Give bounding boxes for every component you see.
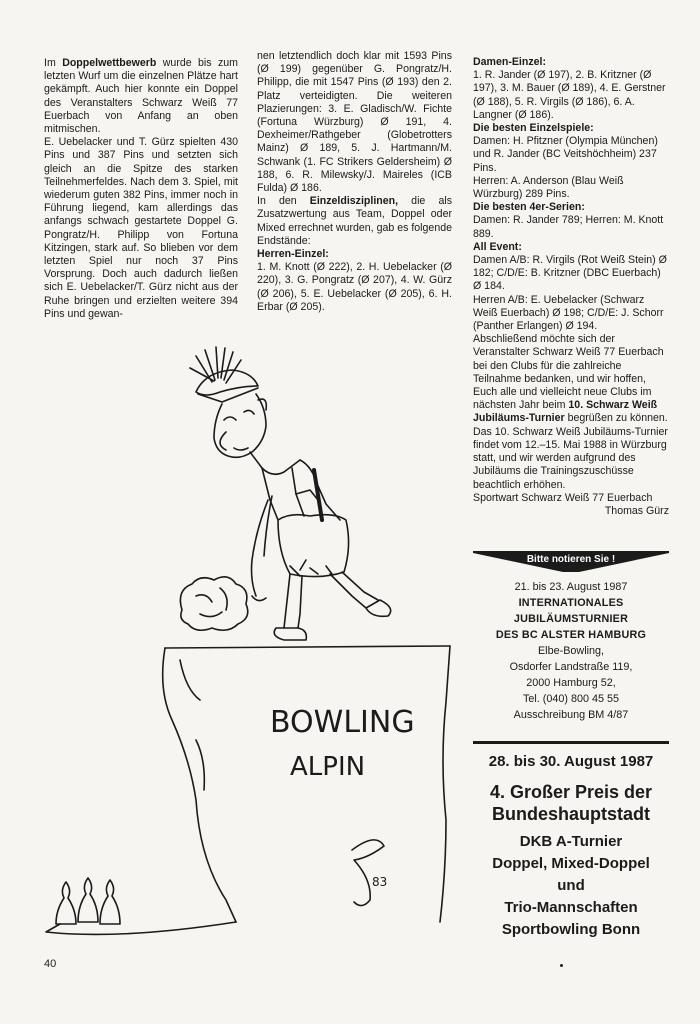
text-einzelspiele-damen: Damen: H. Pfitzner (Olympia München) und R. Jander (BC Veitshöchheim) 237 Pins. bbox=[473, 135, 658, 174]
bowling-pins-icon bbox=[46, 878, 236, 934]
article-column-3 bbox=[473, 56, 669, 518]
notice-banner bbox=[473, 551, 669, 573]
signature-name: Thomas Gürz bbox=[604, 504, 669, 517]
paragraph-closing: Abschließend möchte sich der Veranstalter Schwarz Weiß 77 Euerbach bei den Clubs für die zahlreiche Teilnahme bedanken, und wir hoffen, Euch alle und vielleicht neue Clubs im nächsten Jahr beim 10. Schwarz Weiß Jubiläums-Turnier begrüßen zu können. Das 10. Schwarz Weiß Jubiläums-Turnier findet vom 12.–15. Mai 1988 in Würzburg statt, und wir werden aufgrund des Jubiläums die Trainingszuschüsse beachtlich erhöhen. bbox=[473, 333, 668, 491]
bonn-tournament-notice bbox=[473, 751, 669, 941]
hamburg-street: Osdorfer Landstraße 119, bbox=[509, 661, 633, 673]
divider-rule bbox=[473, 741, 669, 744]
bonn-title-2: Bundeshauptstadt bbox=[491, 804, 650, 824]
text-all-event-herren: Herren A/B: E. Uebelacker (Schwarz Weiß Euerbach) Ø 198; C/D/E: J. Schorr (Panther Erlangen) Ø 194. bbox=[473, 293, 664, 333]
hamburg-phone: Tel. (040) 800 45 55 bbox=[522, 693, 620, 705]
bowling-cartoon-drawing bbox=[0, 300, 460, 950]
cartoon-caption-line-1: BOWLING bbox=[270, 705, 415, 740]
cartoon-caption-line-2: ALPIN bbox=[290, 752, 366, 782]
article-column-2 bbox=[257, 50, 452, 314]
hamburg-title-3: DES BC ALSTER HAMBURG bbox=[495, 629, 647, 641]
notice-label: Bitte notieren Sie ! bbox=[526, 554, 616, 565]
cartoon-legs-icon bbox=[274, 572, 390, 640]
cliff-outline-icon bbox=[163, 646, 450, 922]
heading-herren-einzel: Herren-Einzel: bbox=[257, 248, 329, 261]
text-damen-einzel: 1. R. Jander (Ø 197), 2. B. Kritzner (Ø 197), 3. M. Bauer (Ø 189), 4. E. Gerstner (Ø 188), 5. R. Virgils (Ø 186), 6. A. Langner (Ø 186). bbox=[473, 69, 666, 121]
heading-4er-serien: Die besten 4er-Serien: bbox=[473, 201, 585, 214]
hamburg-city: 2000 Hamburg 52, bbox=[526, 677, 616, 689]
text-4er-serien: Damen: R. Jander 789; Herren: M. Knott 889. bbox=[473, 214, 664, 240]
term-einzeldisziplinen: Einzeldisziplinen, bbox=[309, 195, 399, 208]
text-herren-einzel: 1. M. Knott (Ø 222), 2. H. Uebelacker (Ø 220), 3. G. Pongratz (Ø 207), 4. W. Gürz (Ø 206), 5. E. Uebelacker (Ø 205), 6. H. Erbar (Ø 205). bbox=[257, 261, 452, 313]
feather-plume-icon bbox=[190, 347, 241, 383]
paragraph-doppelwettbewerb: Im Doppelwettbewerb wurde bis zum letzten Wurf um die einzelnen Plätze hart gekämpft. Auch hier konnte ein Doppel des Veranstalters Schwarz Weiß 77 Euerbach von Anfang an oben mitmischen. bbox=[44, 57, 238, 136]
decorative-dot bbox=[560, 964, 563, 967]
artist-signature-icon bbox=[352, 840, 384, 906]
hamburg-date: 21. bis 23. August 1987 bbox=[514, 581, 628, 593]
term-doppelwettbewerb: Doppelwettbewerb bbox=[62, 57, 157, 69]
rock-pile-icon bbox=[180, 577, 247, 630]
text-einzelspiele-herren: Herren: A. Anderson (Blau Weiß Würzburg) 289 Pins. bbox=[473, 174, 624, 201]
bonn-sub-2: Doppel, Mixed-Doppel bbox=[492, 855, 650, 872]
term-jubilaeums-turnier: 10. Schwarz Weiß Jubiläums-Turnier bbox=[473, 399, 658, 425]
bonn-sub-1: DKB A-Turnier bbox=[519, 833, 623, 850]
page-number: 40 bbox=[44, 958, 57, 970]
heading-damen-einzel: Damen-Einzel: bbox=[473, 56, 546, 68]
heading-all-event: All Event: bbox=[473, 240, 522, 253]
hamburg-title-1: INTERNATIONALES bbox=[518, 597, 624, 609]
bonn-sub-4: Trio-Mannschaften bbox=[504, 899, 638, 916]
article-column-1 bbox=[44, 57, 238, 321]
bonn-date: 28. bis 30. August 1987 bbox=[488, 753, 654, 770]
signature-line-1: Sportwart Schwarz Weiß 77 Euerbach bbox=[473, 491, 653, 504]
heading-einzelspiele: Die besten Einzelspiele: bbox=[473, 122, 594, 135]
paragraph-doppel-result: nen letztendlich doch klar mit 1593 Pins (Ø 199) gegenüber G. Pongratz/H. Philipp, die mit 1547 Pins (Ø 193) den 2. Platz verteidigten. Die weiteren Plazierungen: 3. E. Gladisch/W. Fichte (Fortuna Würzburg) Ø 191, 4. Dexheimer/Rathgeber (Globetrotters Mainz) Ø 189, 5. J. Hartmann/M. Schwank (1. FC Strikers Geldersheim) Ø 188, 6. R. Milewsky/J. Maireles (ICB Fulda) Ø 186. bbox=[257, 50, 452, 195]
bonn-title-1: 4. Großer Preis der bbox=[489, 782, 653, 802]
cartoon-head-icon bbox=[214, 394, 266, 457]
hamburg-tournament-notice bbox=[473, 579, 669, 723]
hat-icon bbox=[196, 370, 258, 402]
cartoon-arm-icon bbox=[252, 496, 273, 601]
text-all-event-damen: Damen A/B: R. Virgils (Rot Weiß Stein) Ø 182; C/D/E: B. Kritzner (DBC Euerbach) Ø 184. bbox=[473, 254, 667, 293]
bonn-sub-3: und bbox=[557, 877, 585, 894]
paragraph-uebelacker-guerz: E. Uebelacker und T. Gürz spielten 430 Pins und 387 Pins und setzten sich gleich an die Spitze des starken Teilnehmerfeldes. Nach dem 3. Spiel, mit wiederum guten 382 Pins, immer noch in Führung liegend, kam allerdings das anfangs schwach gestartete Doppel G. Pongratz/H. Philipp von Fortuna Kitzingen, stark auf. So blieben vor dem letzten Spiel nur noch 37 Pins Vorsprung. Doch auch dadurch ließen sich E. Uebelacker/T. Gürz nicht aus der Ruhe bringen und erzielten weitere 394 Pins und gewan- bbox=[44, 136, 238, 320]
paragraph-einzeldisziplinen: In den Einzeldisziplinen, die als Zusatzwertung aus Team, Doppel oder Mixed errechnet wurden, gab es folgende Endstände: bbox=[257, 195, 452, 247]
artist-mark: 83 bbox=[372, 875, 388, 889]
hamburg-venue: Elbe-Bowling, bbox=[537, 645, 604, 657]
hamburg-ausschreibung: Ausschreibung BM 4/87 bbox=[513, 709, 629, 721]
bonn-sub-5: Sportbowling Bonn bbox=[501, 921, 641, 938]
cartoon-body-icon bbox=[250, 452, 349, 577]
hamburg-title-2: JUBILÄUMSTURNIER bbox=[513, 613, 629, 625]
